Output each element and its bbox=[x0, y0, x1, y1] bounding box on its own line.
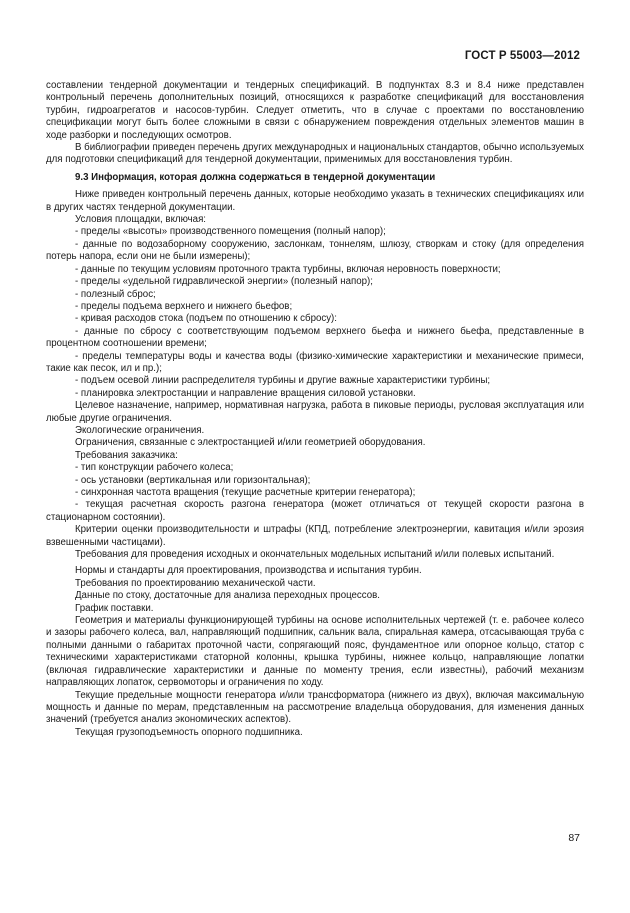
paragraph: График поставки. bbox=[75, 602, 154, 614]
list-item: - данные по сбросу с соответствующим подъемом верхнего бьефа и нижнего бьефа, представленные в процентном соотношении времени; bbox=[46, 325, 584, 350]
paragraph: В библиографии приведен перечень других международных и национальных стандартов, обычно используемых для подготовки спецификаций для тендерной документации, применимых для восстановления турбин. bbox=[46, 142, 584, 166]
section-heading: 9.3 Информация, которая должна содержаться в тендерной документации bbox=[75, 171, 436, 183]
paragraph: Геометрия и материалы функционирующей турбины на основе исполнительных чертежей (т. е. рабочее колесо и зазоры рабочего колеса, вал, направляющий подшипник, сальник вала, спиральная камера, отсасывающая труба с полными данными о габаритах проточной части, сопрягающий пояс, фундаментное или опорное кольцо, статор с техническими характеристиками статорной колонны, крышка турбины, нижнее кольцо, направляющие лопатки (включая гидравлические характеристики и данные по моменту трения, если известны), рабочий механизм направляющих лопаток, сервомоторы и ограничения по ходу. bbox=[46, 615, 584, 689]
paragraph: Ниже приведен контрольный перечень данных, которые необходимо указать в технических спецификациях или в других частях тендерной документации. bbox=[46, 189, 584, 213]
paragraph: Целевое назначение, например, нормативная нагрузка, работа в пиковые периоды, русловая эксплуатация или любые другие ограничения. bbox=[46, 400, 584, 424]
paragraph: Ограничения, связанные с электростанцией и/или геометрией оборудования. bbox=[75, 437, 426, 449]
list-item: - тип конструкции рабочего колеса; bbox=[75, 462, 234, 474]
document-body bbox=[46, 80, 584, 739]
paragraph: Нормы и стандарты для проектирования, производства и испытания турбин. bbox=[75, 565, 422, 577]
paragraph: Требования по проектированию механической части. bbox=[75, 577, 316, 589]
list-item: - пределы «высоты» производственного помещения (полный напор); bbox=[75, 226, 386, 238]
list-item: - пределы температуры воды и качества воды (физико-химические характеристики и механические примеси, такие как песок, ил и пр.); bbox=[46, 350, 584, 374]
paragraph: Текущая грузоподъемность опорного подшипника. bbox=[75, 726, 303, 738]
paragraph: Текущие предельные мощности генератора и/или трансформатора (нижнего из двух), включая максимальную мощность и данные по мерам, представленным на рассмотрение владельца оборудования, для изменения данных значений (требуется анализ экономических аспектов). bbox=[46, 689, 584, 726]
list-item: - кривая расходов стока (подъем по отношению к сбросу): bbox=[75, 313, 337, 325]
list-item: - планировка электростанции и направление вращения силовой установки. bbox=[75, 387, 416, 399]
list-item: - ось установки (вертикальная или горизонтальная); bbox=[75, 474, 311, 486]
list-item: - пределы подъема верхнего и нижнего бьефов; bbox=[75, 300, 293, 312]
paragraph: Требования для проведения исходных и окончательных модельных испытаний и/или полевых испытаний. bbox=[75, 549, 555, 561]
list-item: - данные по водозаборному сооружению, заслонкам, тоннелям, шлюзу, створкам и стоку (для определения потерь напора, если они не были измерены); bbox=[46, 238, 584, 263]
list-item: - текущая расчетная скорость разгона генератора (может отличаться от текущей скорости разгона в стационарном состоянии). bbox=[46, 499, 584, 523]
list-item: - пределы «удельной гидравлической энергии» (полезный напор); bbox=[75, 276, 373, 288]
paragraph: составлении тендерной документации и тендерных спецификаций. В подпунктах 8.3 и 8.4 ниже представлен контрольный перечень дополнительных позиций, относящихся к разработке спецификаций для восстановления турбин, гидроагрегатов и насосов-турбин. Следует отметить, что в случае с проектами по восстановлению спецификации могут быть более сложными в связи с обнаружением повреждения отдельных элементов машин в ходе разборки и последующих осмотров. bbox=[46, 80, 584, 141]
paragraph: Критерии оценки производительности и штрафы (КПД, потребление электроэнергии, кавитация и/или эрозия взвешенными частицами). bbox=[46, 524, 584, 548]
list-item: - синхронная частота вращения (текущие расчетные критерии генератора); bbox=[75, 487, 416, 498]
paragraph: Условия площадки, включая: bbox=[75, 214, 207, 226]
list-item: - полезный сброс; bbox=[75, 288, 156, 300]
list-item: - подъем осевой линии распределителя турбины и другие важные характеристики турбины; bbox=[75, 375, 491, 387]
page-number: 87 bbox=[568, 832, 580, 844]
standard-number: ГОСТ Р 55003—2012 bbox=[464, 50, 580, 62]
paragraph: Данные по стоку, достаточные для анализа переходных процессов. bbox=[75, 590, 380, 602]
paragraph: Экологические ограничения. bbox=[75, 424, 205, 436]
list-item: - данные по текущим условиям проточного тракта турбины, включая неровность поверхности; bbox=[75, 263, 501, 275]
paragraph: Требования заказчика: bbox=[75, 449, 178, 461]
